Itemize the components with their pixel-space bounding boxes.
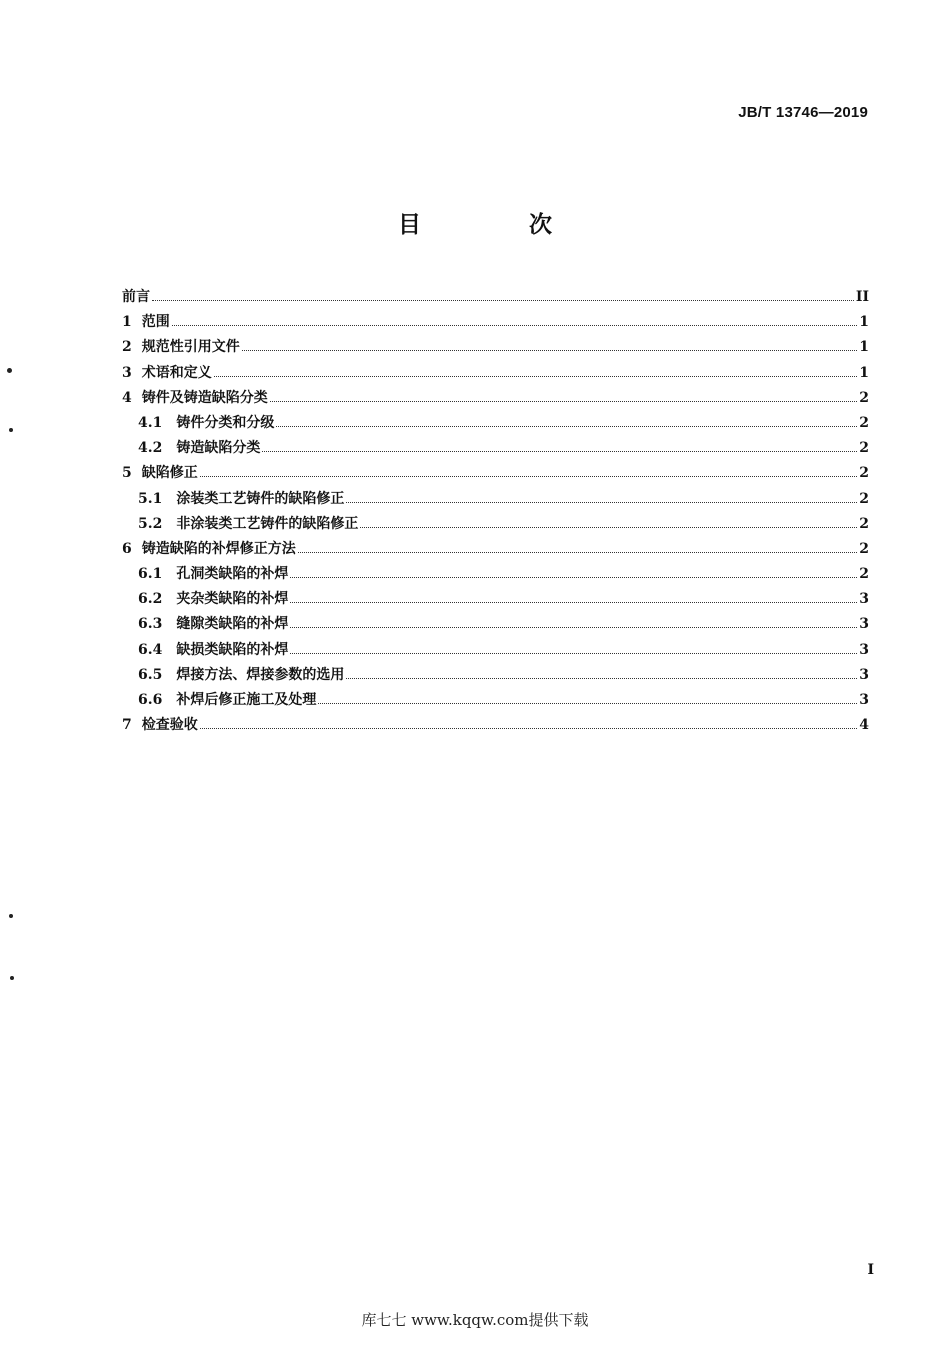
toc-entry-page: 3 — [859, 616, 869, 633]
scan-speck — [9, 914, 13, 918]
toc-entry-page: 4 — [859, 717, 869, 734]
toc-entry-label: 铸造缺陷的补焊修正方法 — [141, 540, 296, 557]
toc-entry-number: 6.2 — [138, 591, 163, 608]
toc-dot-leader — [346, 501, 857, 503]
toc-entry-page: 2 — [859, 490, 869, 507]
table-of-contents — [122, 287, 869, 740]
toc-entry-number: 6.5 — [138, 666, 163, 683]
toc-entry-page: 2 — [859, 540, 869, 557]
toc-entry[interactable] — [122, 463, 869, 488]
toc-entry[interactable] — [122, 640, 869, 665]
toc-entry-label: 涂装类工艺铸件的缺陷修正 — [176, 490, 345, 507]
toc-entry-label: 焊接方法、焊接参数的选用 — [176, 666, 345, 683]
scan-speck — [10, 976, 14, 980]
toc-dot-leader — [298, 551, 858, 553]
toc-entry-page: II — [855, 289, 869, 305]
toc-entry-page: 2 — [859, 389, 869, 406]
toc-entry-number: 6.1 — [138, 566, 163, 583]
toc-entry-page: 2 — [859, 414, 869, 431]
toc-entry-label: 检查验收 — [141, 717, 198, 734]
toc-entry-label: 术语和定义 — [141, 364, 212, 381]
toc-entry-label: 夹杂类缺陷的补焊 — [176, 591, 289, 608]
toc-entry-label: 孔洞类缺陷的补焊 — [176, 566, 289, 583]
toc-entry[interactable] — [122, 514, 869, 539]
toc-entry-label: 缺陷修正 — [141, 465, 198, 482]
toc-dot-leader — [290, 652, 857, 654]
page-number: I — [867, 1262, 874, 1278]
toc-entry-label: 规范性引用文件 — [141, 339, 240, 356]
toc-dot-leader — [172, 324, 858, 326]
toc-entry-number: 5.2 — [138, 515, 163, 532]
toc-dot-leader — [290, 576, 857, 578]
toc-entry-label: 铸件及铸造缺陷分类 — [141, 389, 268, 406]
toc-entry-number: 5 — [122, 465, 132, 482]
toc-dot-leader — [200, 475, 858, 477]
toc-entry-number: 3 — [122, 364, 132, 381]
footer-watermark-text: 库七七 www.kqqw.com提供下载 — [361, 1311, 589, 1329]
toc-dot-leader — [262, 450, 857, 452]
toc-entry-page: 2 — [859, 566, 869, 583]
toc-entry-number: 4.1 — [138, 414, 163, 431]
toc-entry-label: 非涂装类工艺铸件的缺陷修正 — [176, 515, 359, 532]
toc-entry-label: 补焊后修正施工及处理 — [176, 692, 317, 708]
toc-dot-leader — [270, 400, 858, 402]
toc-entry-number: 7 — [122, 717, 132, 734]
toc-entry[interactable] — [122, 388, 869, 413]
toc-dot-leader — [318, 702, 857, 704]
toc-entry[interactable] — [122, 564, 869, 589]
toc-dot-leader — [290, 601, 857, 603]
toc-dot-leader — [290, 626, 857, 628]
toc-entry[interactable] — [122, 287, 869, 312]
toc-entry[interactable] — [122, 413, 869, 438]
toc-entry[interactable] — [122, 589, 869, 614]
toc-entry-label: 前言 — [122, 289, 150, 305]
toc-entry-label: 缝隙类缺陷的补焊 — [176, 616, 289, 633]
toc-entry-page: 1 — [859, 364, 869, 381]
toc-entry-page: 3 — [859, 666, 869, 683]
scan-speck — [9, 428, 13, 432]
toc-dot-leader — [360, 526, 857, 528]
toc-entry[interactable] — [122, 489, 869, 514]
toc-entry[interactable] — [122, 715, 869, 740]
toc-entry[interactable] — [122, 363, 869, 388]
toc-entry-page: 3 — [859, 591, 869, 608]
toc-entry[interactable] — [122, 438, 869, 463]
toc-dot-leader — [346, 677, 857, 679]
toc-entry-page: 3 — [859, 641, 869, 658]
toc-entry[interactable] — [122, 665, 869, 690]
toc-entry-label: 铸造缺陷分类 — [176, 440, 261, 457]
toc-entry-number: 4 — [122, 389, 132, 406]
toc-entry-number: 6.3 — [138, 616, 163, 633]
toc-entry-page: 2 — [859, 440, 869, 457]
toc-entry[interactable] — [122, 614, 869, 639]
toc-entry[interactable] — [122, 337, 869, 362]
toc-entry[interactable] — [122, 539, 869, 564]
toc-entry-page: 1 — [859, 339, 869, 356]
toc-dot-leader — [152, 299, 854, 301]
toc-entry-number: 6.4 — [138, 641, 163, 658]
toc-entry-number: 1 — [122, 314, 132, 331]
toc-dot-leader — [200, 727, 858, 729]
toc-dot-leader — [276, 425, 857, 427]
toc-entry-label: 范围 — [141, 314, 170, 331]
toc-dot-leader — [214, 375, 858, 377]
standard-code: JB/T 13746—2019 — [738, 104, 868, 121]
toc-entry-number: 4.2 — [138, 440, 163, 457]
toc-entry-number: 6.6 — [138, 692, 163, 708]
toc-entry-page: 2 — [859, 465, 869, 482]
toc-entry-page: 1 — [859, 314, 869, 331]
toc-dot-leader — [242, 349, 858, 351]
toc-entry-number: 5.1 — [138, 490, 163, 507]
toc-entry[interactable] — [122, 690, 869, 715]
scan-speck — [7, 368, 12, 373]
toc-entry-page: 2 — [859, 515, 869, 532]
toc-entry-number: 6 — [122, 540, 132, 557]
toc-entry-label: 缺损类缺陷的补焊 — [176, 641, 289, 658]
toc-entry-number: 2 — [122, 339, 132, 356]
toc-entry-label: 铸件分类和分级 — [176, 414, 275, 431]
toc-entry-page: 3 — [859, 692, 869, 708]
page-title: 目 次 — [397, 212, 602, 238]
toc-entry[interactable] — [122, 312, 869, 337]
